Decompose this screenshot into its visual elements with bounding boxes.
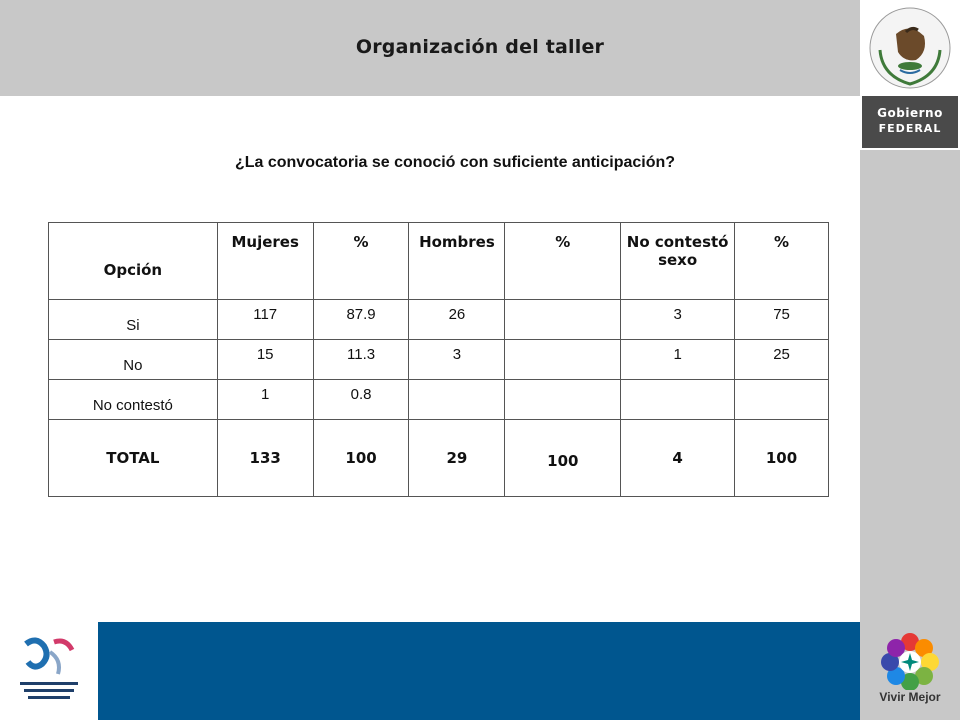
page-title: Organización del taller <box>355 36 605 58</box>
gobierno-federal-logo <box>862 96 958 148</box>
table-total-row <box>49 420 829 497</box>
table-row <box>49 300 829 340</box>
table-cell: 26 <box>409 300 505 340</box>
table-row <box>49 340 829 380</box>
table-cell <box>505 380 621 420</box>
table-cell <box>621 380 735 420</box>
table-cell: 117 <box>217 300 313 340</box>
table-cell: 1 <box>621 340 735 380</box>
results-table <box>48 222 829 497</box>
table-row <box>49 380 829 420</box>
header-cell: Hombres <box>409 223 505 300</box>
header-cell: No contestó sexo <box>621 223 735 300</box>
table-cell <box>505 300 621 340</box>
total-cell: 4 <box>621 420 735 497</box>
total-cell: 29 <box>409 420 505 497</box>
inmujeres-logo <box>14 630 84 710</box>
total-cell: 100 <box>313 420 409 497</box>
table-cell: No <box>49 340 218 380</box>
table-cell: 15 <box>217 340 313 380</box>
table-cell: 3 <box>621 300 735 340</box>
table-cell: 87.9 <box>313 300 409 340</box>
header-cell: Mujeres <box>217 223 313 300</box>
table-cell: 11.3 <box>313 340 409 380</box>
table-header-row <box>49 223 829 300</box>
vivir-mejor-logo <box>878 630 942 690</box>
table-cell: Si <box>49 300 218 340</box>
header-cell: % <box>313 223 409 300</box>
total-label: TOTAL <box>49 420 218 497</box>
header-cell: % <box>735 223 829 300</box>
gobierno-text: Gobierno <box>877 106 943 120</box>
vivir-mejor-text: Vivir Mejor <box>879 690 941 704</box>
survey-question: ¿La convocatoria se conoció con suficiente anticipación? <box>234 154 676 171</box>
table-cell: 1 <box>217 380 313 420</box>
table-cell: 0.8 <box>313 380 409 420</box>
table-cell <box>735 380 829 420</box>
table-cell: No contestó <box>49 380 218 420</box>
header-cell: Opción <box>49 223 218 300</box>
table-cell <box>409 380 505 420</box>
total-cell: 100 <box>505 420 621 497</box>
table-cell: 3 <box>409 340 505 380</box>
total-cell: 100 <box>735 420 829 497</box>
total-cell: 133 <box>217 420 313 497</box>
federal-text: FEDERAL <box>878 122 942 135</box>
table-cell: 25 <box>735 340 829 380</box>
table-cell: 75 <box>735 300 829 340</box>
footer-blue-band <box>98 622 860 720</box>
header-cell: % <box>505 223 621 300</box>
table-cell <box>505 340 621 380</box>
